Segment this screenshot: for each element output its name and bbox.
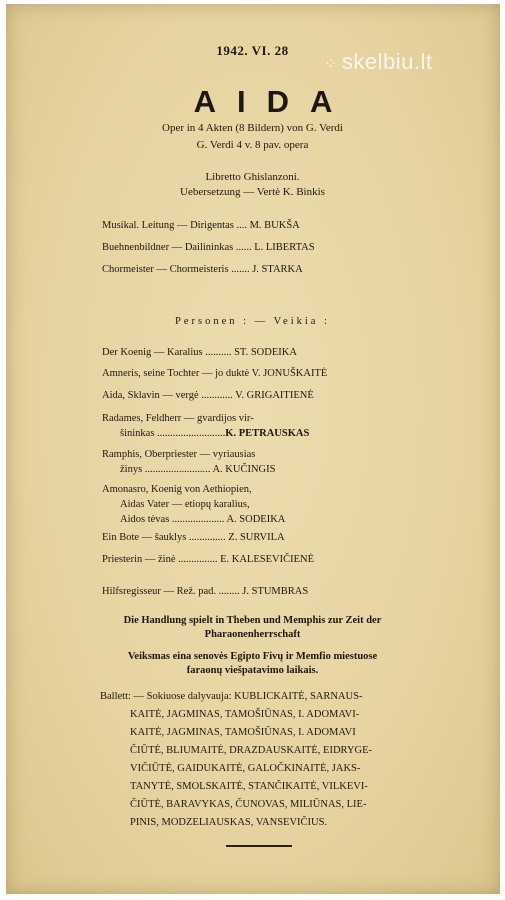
cast-amonasro	[102, 482, 285, 527]
subtitle-german: Oper in 4 Akten (8 Bildern) von G. Verdi	[162, 122, 343, 134]
subtitle-lithuanian: G. Verdi 4 v. 8 pav. opera	[196, 139, 309, 151]
cast-role: Aidas Vater — etiopų karalius,	[120, 499, 250, 510]
credit-line: Buehnenbildner — Dailininkas ...... L. LIBERTAS	[102, 242, 315, 253]
ballet-line: ČIŪTĖ, BLIUMAITĖ, DRAZDAUSKAITĖ, EIDRYGE-	[130, 745, 373, 756]
cast-line: Amneris, seine Tochter — jo duktė V. JONUŠKAITĖ	[102, 368, 328, 379]
libretto-credit: Libretto Ghislanzoni.	[205, 171, 300, 183]
cast-line: Der Koenig — Karalius .......... ST. SODEIKA	[102, 347, 297, 358]
closing-rule	[226, 845, 292, 847]
ballet-line: KAITĖ, JAGMINAS, TAMOŠIŪNAS, I. ADOMAVI-	[130, 709, 360, 720]
cast-role: Ramphis, Oberpriester — vyriausias	[102, 449, 256, 460]
cast-actor: K. PETRAUSKAS	[225, 428, 310, 439]
credit-line: Musikal. Leitung — Dirigentas .... M. BUKŠA	[102, 220, 300, 231]
cast-ramphis	[102, 447, 275, 477]
setting-lithuanian: Veiksmas eina senovės Egipto Fivų ir Memfio miestuose faraonų viešpatavimo laikais.	[127, 651, 378, 676]
performance-date: 1942. VI. 28	[216, 43, 289, 58]
credit-line: Chormeister — Chormeisteris ....... J. STARKA	[102, 264, 303, 275]
setting-german: Die Handlung spielt in Theben und Memphis zur Zeit der Pharaonenherrschaft	[123, 615, 382, 640]
ballet-line: ČIŪTĖ, BARAVYKAS, ČUNOVAS, MILIŪNAS, LIE-	[130, 799, 367, 810]
watermark: ⁘ skelbiu.lt	[324, 49, 433, 74]
translation-credit: Uebersetzung — Vertė K. Binkis	[180, 186, 325, 198]
assistant-director: Hilfsregisseur — Rež. pad. ........ J. STUMBRAS	[102, 586, 309, 597]
cast-line: Ein Bote — šauklys .............. Z. SURVILA	[102, 532, 285, 543]
cast-radames	[102, 411, 309, 441]
ballet-line: VIČIŪTĖ, GAIDUKAITĖ, GALOČKINAITĖ, JAKS-	[130, 763, 361, 774]
ballet-line: KAITĖ, JAGMINAS, TAMOŠIŪNAS, I. ADOMAVI	[130, 727, 356, 738]
cast-line: Priesterin — žinė ............... E. KALESEVIČIENĖ	[102, 554, 315, 565]
ballet-list	[100, 688, 422, 832]
ballet-line: TANYTĖ, SMOLSKAITĖ, STANČIKAITĖ, VILKEVI-	[130, 781, 368, 792]
persons-heading: Personen : — Veikia :	[175, 316, 330, 327]
ballet-line: PINIS, MODZELIAUSKAS, VANSEVIČIUS.	[130, 817, 328, 828]
cast-role: žinys ......................... A. KUČINGIS	[120, 464, 276, 475]
watermark-dots-icon: ⁘	[324, 56, 338, 73]
opera-title: AIDA	[193, 84, 354, 119]
cast-role: Radames, Feldherr — gvardijos vir-	[102, 413, 254, 424]
cast-line: Aida, Sklavin — vergė ............ V. GRIGAITIENĖ	[102, 390, 314, 401]
cast-role: Amonasro, Koenig von Aethiopien,	[102, 484, 252, 495]
cast-role: Aidos tėvas .................... A. SODEIKA	[120, 514, 286, 525]
ballet-line: Ballett: — Sokiuose dalyvauja: KUBLICKAITĖ, SARNAUS-	[100, 691, 363, 702]
cast-role: šininkas ..........................	[120, 428, 226, 439]
